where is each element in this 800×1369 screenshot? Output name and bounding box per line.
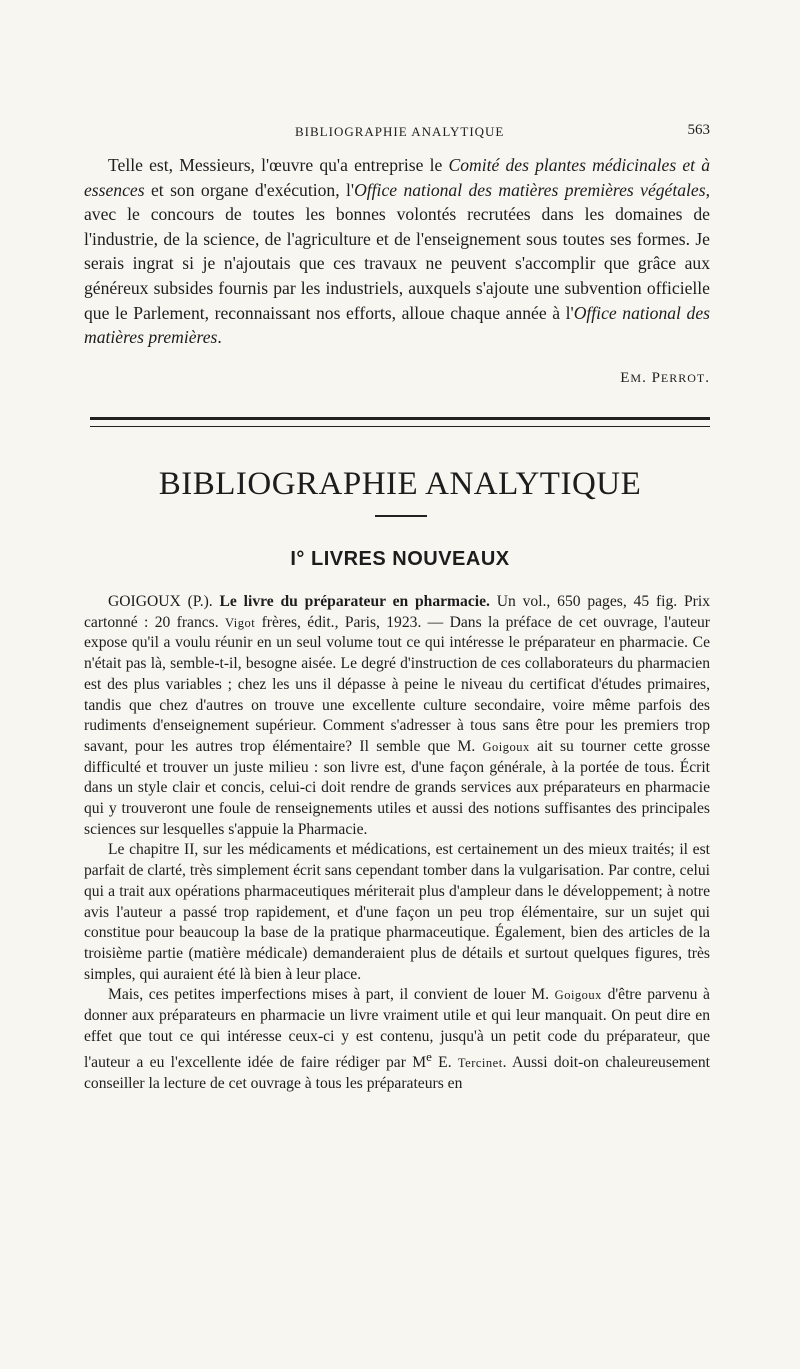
text-run: et son organe d'exécution, l' — [144, 179, 355, 200]
author-name: GOIGOUX (P.). — [108, 593, 220, 610]
publisher-name: Vigot — [224, 615, 256, 630]
author-name: Goigoux — [482, 739, 530, 754]
sig-part: . P — [642, 370, 661, 386]
subsection-title: I° LIVRES NOUVEAUX — [290, 548, 510, 570]
text-run: d'être parvenu à donner aux préparateurs en pharmacie un livre vraiment utile et qui leur manquait. On peut dire en effet que tout ce qui intéresse ceux-ci y est contenu, jusqu'à un petit code du préparateur, que l'auteur a eu l'excellente idée de faire rédiger par M — [84, 986, 710, 1072]
paragraph — [84, 592, 710, 840]
book-review — [84, 592, 710, 1095]
text-run: Un vol., 650 pages, 45 fig. Prix cartonné : 20 francs. — [84, 593, 710, 631]
running-title: BIBLIOGRAPHIE ANALYTIQUE — [295, 124, 505, 139]
text-run: , avec le concours de toutes les bonnes volontés recrutées dans les domaines de l'industrie, de la science, de l'agriculture et de l'enseignement sous toutes ses formes. Je serais ingrat si je n'ajoutais que ces travaux ne peuvent s'accomplir que grâce aux généreux subsides fournis par les industriels, auxquels s'ajoute une subvention officielle que le Parlement, reconnaissant nos efforts, alloue chaque année à l' — [84, 179, 710, 323]
text-run: Telle est, Messieurs, l'œuvre qu'a entreprise le — [108, 155, 449, 175]
section-title: BIBLIOGRAPHIE ANALYTIQUE — [158, 466, 642, 502]
superscript: e — [426, 1049, 432, 1065]
text-run: ait su tourner cette grosse difficulté et trouver un juste milieu : son livre est, d'une façon générale, à la portée de tous. Écrit dans un style clair et concis, celui-ci doit rendre de grands services aux préparateurs en pharmacie qui y trouveront une foule de renseignements utiles et aussi des notions suffisantes des principales sciences sur lesquelles s'appuie la Pharmacie. — [84, 737, 710, 838]
text-run: . Aussi doit-on chaleureusement conseiller la lecture de cet ouvrage à tous les préparateurs en — [84, 1054, 710, 1093]
page-number: 563 — [687, 122, 710, 138]
closing-paragraph — [84, 153, 710, 350]
paragraph — [84, 153, 710, 350]
text-run: . — [217, 327, 222, 348]
sig-part: ERROT — [660, 371, 706, 385]
author-signature — [620, 370, 710, 387]
paragraph: Le chapitre II, sur les médicaments et médications, est certainement un des mieux traités; il est parfait de clarté, très simplement écrit sans cependant tomber dans la vulgarisation. Par contre, celui qui a trait aux opérations pharmaceutiques mériterait plus d'ampleur dans le développement; à notre avis l'auteur a passé trop rapidement, et d'une façon un peu trop élémentaire, sur un sujet qui constitue pour beaucoup la base de la pratique pharmaceutique. Également, bien des articles de la troisième partie (matière médicale) demanderaient plus de détails et surtout quelques figures, très simples, qui auraient été là bien à leur place. — [84, 841, 710, 983]
sig-part: . — [705, 370, 710, 386]
paragraph — [84, 985, 710, 1095]
title-underline — [375, 515, 427, 517]
book-title: Le livre du préparateur en pharmacie. — [219, 593, 490, 610]
italic-run: Office national des matières premières — [84, 302, 710, 348]
sig-part: E — [620, 370, 631, 386]
italic-run: Comité des plantes médicinales et à essences — [84, 155, 711, 200]
text-run: E. — [431, 1054, 458, 1072]
person-name: Tercinet — [457, 1056, 503, 1071]
section-divider — [90, 417, 710, 427]
text-run: frères, édit., Paris, 1923. — Dans la préface de cet ouvrage, l'auteur expose qu'il a voulu réunir en un seul volume tout ce qui intéresse le préparateur en pharmacie. Ce n'était pas là, semble-t-il, besogne aisée. Le degré d'instruction de ces collaborateurs du pharmacien est des plus variables ; chez les uns il dépasse à peine le niveau du certificat d'études primaires, tandis que chez d'autres on trouve une excellente culture secondaire, voire même parfois des rudiments d'enseignement supérieur. Comment s'adresser à tous sans être pour les premiers trop savant, pour les autres trop élémentaire? Il semble que M. — [84, 613, 710, 755]
author-name: Goigoux — [554, 988, 602, 1003]
sig-part: M — [630, 371, 643, 385]
italic-run: Office national des matières premières végétales — [354, 179, 706, 200]
text-run: Mais, ces petites imperfections mises à part, il convient de louer M. — [108, 986, 555, 1004]
